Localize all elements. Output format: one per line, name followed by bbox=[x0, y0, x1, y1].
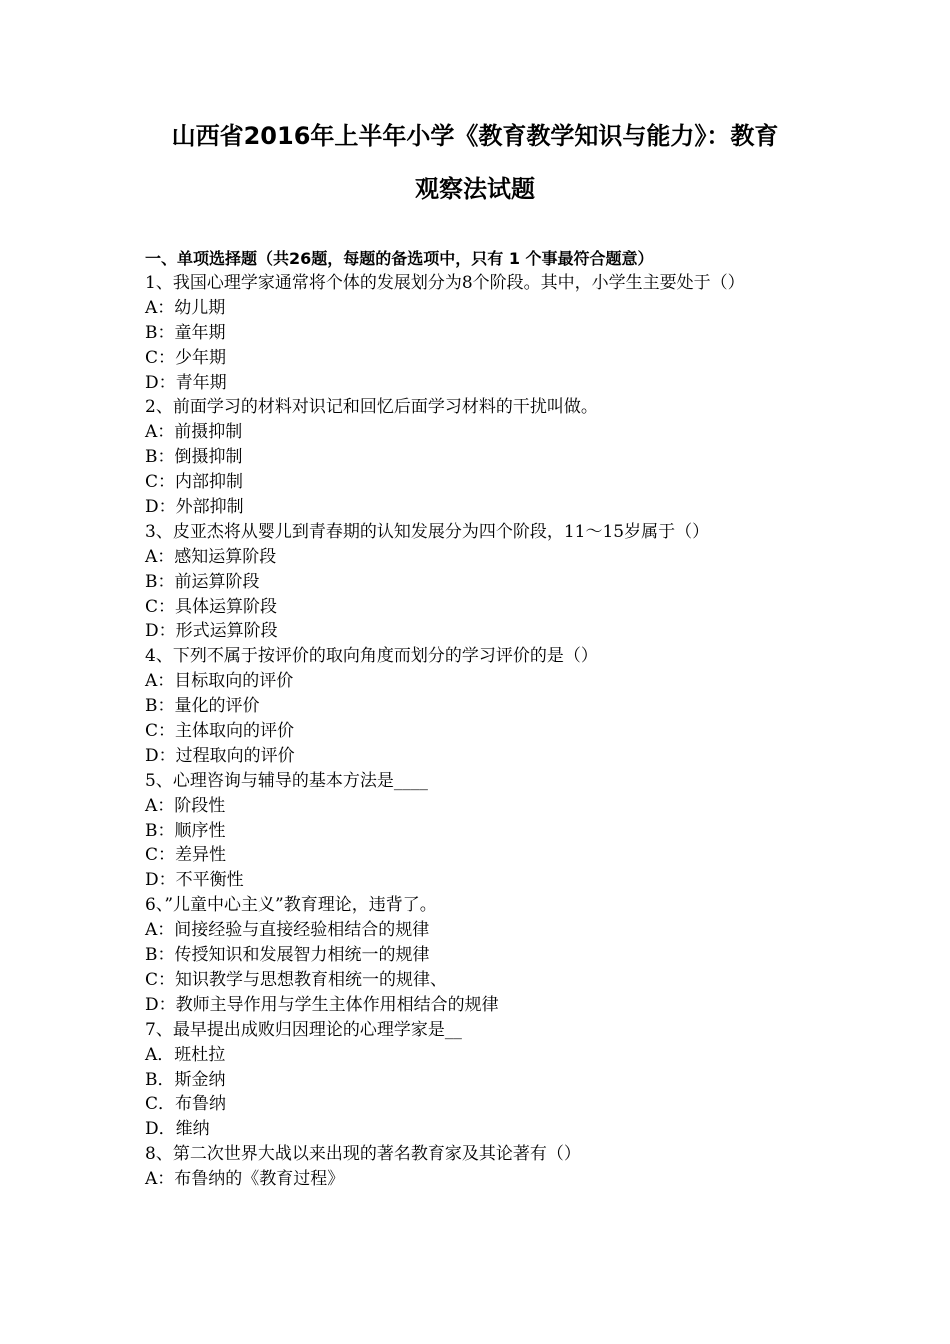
question-7 bbox=[145, 1018, 825, 1142]
option-a: A：幼儿期 bbox=[145, 297, 226, 318]
question-stem: 8、第二次世界大战以来出现的著名教育家及其论著有（） bbox=[145, 1144, 581, 1165]
option-a: A：阶段性 bbox=[145, 795, 226, 816]
question-stem: 6、”儿童中心主义”教育理论，违背了。 bbox=[145, 895, 437, 916]
option-a: A：前摄抑制 bbox=[145, 422, 243, 443]
document-title-line-1: 山西省2016年上半年小学《教育教学知识与能力》：教育 bbox=[171, 122, 779, 150]
question-stem: 2、前面学习的材料对识记和回忆后面学习材料的干扰叫做。 bbox=[145, 397, 598, 418]
option-a: A．班杜拉 bbox=[145, 1044, 226, 1065]
question-1 bbox=[145, 271, 825, 395]
option-b: B：倒摄抑制 bbox=[145, 447, 243, 468]
question-stem: 4、下列不属于按评价的取向角度而划分的学习评价的是（） bbox=[145, 646, 598, 667]
question-stem: 3、皮亚杰将从婴儿到青春期的认知发展分为四个阶段，11～15岁属于（） bbox=[145, 521, 710, 542]
option-b: B：童年期 bbox=[145, 322, 226, 343]
option-a: A：间接经验与直接经验相结合的规律 bbox=[145, 920, 430, 941]
option-d: D：青年期 bbox=[145, 372, 227, 393]
option-b: B：前运算阶段 bbox=[145, 571, 260, 592]
option-c: C：主体取向的评价 bbox=[145, 721, 295, 742]
option-c: C：知识教学与思想教育相统一的规律、 bbox=[145, 969, 448, 990]
option-a: A：感知运算阶段 bbox=[145, 546, 277, 567]
option-c: C：少年期 bbox=[145, 347, 227, 368]
question-8 bbox=[145, 1142, 825, 1192]
question-stem: 7、最早提出成败归因理论的心理学家是__ bbox=[145, 1019, 462, 1040]
option-d: D：外部抑制 bbox=[145, 497, 244, 518]
question-stem: 5、心理咨询与辅导的基本方法是____ bbox=[145, 770, 428, 791]
document-body bbox=[145, 246, 825, 1192]
question-5 bbox=[145, 769, 825, 893]
option-d: D：过程取向的评价 bbox=[145, 745, 295, 766]
option-a: A：目标取向的评价 bbox=[145, 671, 294, 692]
option-b: B．斯金纳 bbox=[145, 1069, 226, 1090]
option-c: C：内部抑制 bbox=[145, 472, 244, 493]
option-b: B：传授知识和发展智力相统一的规律 bbox=[145, 945, 430, 966]
question-4 bbox=[145, 644, 825, 768]
option-d: D：形式运算阶段 bbox=[145, 621, 278, 642]
question-2 bbox=[145, 395, 825, 519]
option-c: C．布鲁纳 bbox=[145, 1094, 227, 1115]
option-c: C：差异性 bbox=[145, 845, 227, 866]
option-b: B：顺序性 bbox=[145, 820, 226, 841]
option-d: D．维纳 bbox=[145, 1119, 210, 1140]
option-b: B：量化的评价 bbox=[145, 696, 260, 717]
option-c: C：具体运算阶段 bbox=[145, 596, 278, 617]
question-3 bbox=[145, 520, 825, 644]
option-a: A：布鲁纳的《教育过程》 bbox=[145, 1169, 345, 1190]
option-d: D：教师主导作用与学生主体作用相结合的规律 bbox=[145, 994, 499, 1015]
question-stem: 1、我国心理学家通常将个体的发展划分为8个阶段。其中，小学生主要处于（） bbox=[145, 273, 745, 293]
document-title-line-2: 观察法试题 bbox=[415, 175, 535, 203]
section-heading: 一、单项选择题（共26题，每题的备选项中，只有 1 个事最符合题意） bbox=[145, 249, 654, 268]
option-d: D：不平衡性 bbox=[145, 870, 244, 891]
question-6 bbox=[145, 893, 825, 1017]
